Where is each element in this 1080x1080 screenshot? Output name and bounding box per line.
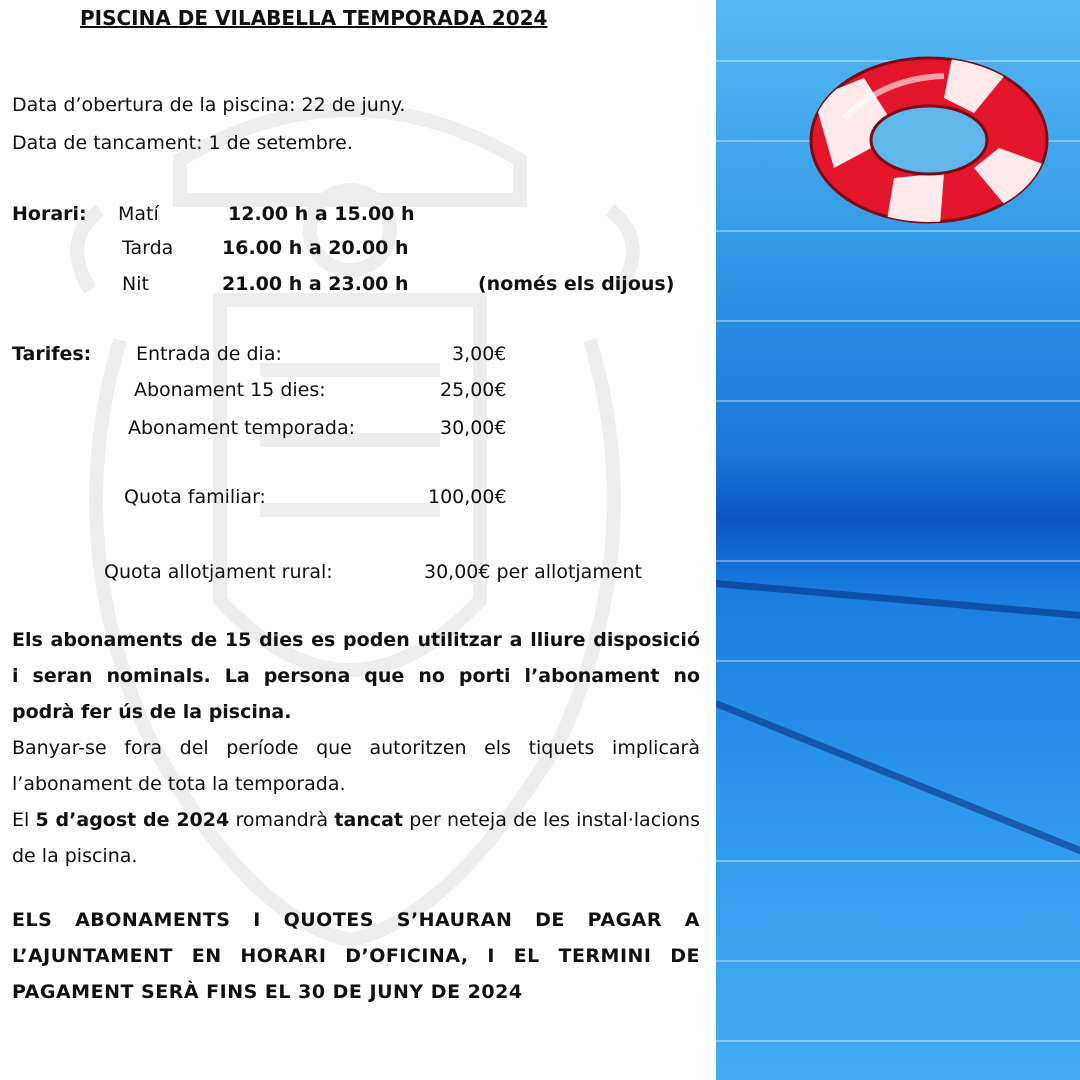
- schedule-hours: 12.00 h a 15.00 h: [228, 203, 415, 225]
- rate-name: Abonament 15 dies:: [134, 379, 326, 401]
- lane-line: [716, 700, 1080, 864]
- schedule-hours: 21.00 h a 23.00 h: [222, 273, 409, 295]
- schedule-period: Matí: [118, 203, 159, 225]
- water-ripple: [716, 1040, 1080, 1042]
- closure-prefix: El: [12, 809, 30, 831]
- opening-date: Data d’obertura de la piscina: 22 de juny.: [12, 94, 406, 116]
- water-ripple: [716, 400, 1080, 402]
- closure-mid: romandrà: [235, 809, 329, 831]
- schedule-period: Tarda: [122, 237, 174, 259]
- rates-label: Tarifes:: [12, 343, 92, 365]
- water-ripple: [716, 860, 1080, 862]
- rate-name: Quota allotjament rural:: [104, 561, 333, 583]
- schedule-note: (només els dijous): [478, 273, 675, 295]
- schedule-label: Horari:: [12, 203, 87, 225]
- closing-date: Data de tancament: 1 de setembre.: [12, 132, 353, 154]
- water-ripple: [716, 320, 1080, 322]
- rate-price: 30,00€: [440, 417, 507, 439]
- rate-name: Abonament temporada:: [128, 417, 355, 439]
- schedule-period: Nit: [122, 273, 149, 295]
- period-notice: Banyar-se fora del període que autoritzen els tiquets implicarà l’abonament de tota la temporada.: [12, 737, 700, 795]
- schedule-hours: 16.00 h a 20.00 h: [222, 237, 409, 259]
- closure-word: tancat: [334, 809, 404, 831]
- rate-name: Entrada de dia:: [136, 343, 282, 365]
- closure-suffix: per neteja de les instal·lacions de la piscina.: [12, 809, 700, 867]
- rate-price: 25,00€: [440, 379, 507, 401]
- closure-notice: [12, 802, 700, 874]
- closure-date: 5 d’agost de 2024: [35, 809, 230, 831]
- lane-line: [716, 580, 1080, 620]
- water-ripple: [716, 560, 1080, 562]
- payment-notice: ELS ABONAMENTS I QUOTES S’HAURAN DE PAGAR A L’AJUNTAMENT EN HORARI D’OFICINA, I EL TERMINI DE PAGAMENT SERÀ FINS EL 30 DE JUNY DE 2024: [12, 909, 700, 1003]
- lifebuoy-icon: [804, 38, 1054, 238]
- water-ripple: [716, 960, 1080, 962]
- rate-price: 30,00€ per allotjament: [424, 561, 643, 583]
- nominal-pass-notice: Els abonaments de 15 dies es poden utilitzar a lliure disposició i seran nominals. La persona que no porti l’abonament no podrà fer ús de la piscina.: [12, 629, 700, 723]
- water-ripple: [716, 660, 1080, 662]
- rate-name: Quota familiar:: [124, 486, 266, 508]
- page-title: PISCINA DE VILABELLA TEMPORADA 2024: [80, 6, 548, 30]
- rate-price: 3,00€: [452, 343, 507, 365]
- rate-price: 100,00€: [428, 486, 507, 508]
